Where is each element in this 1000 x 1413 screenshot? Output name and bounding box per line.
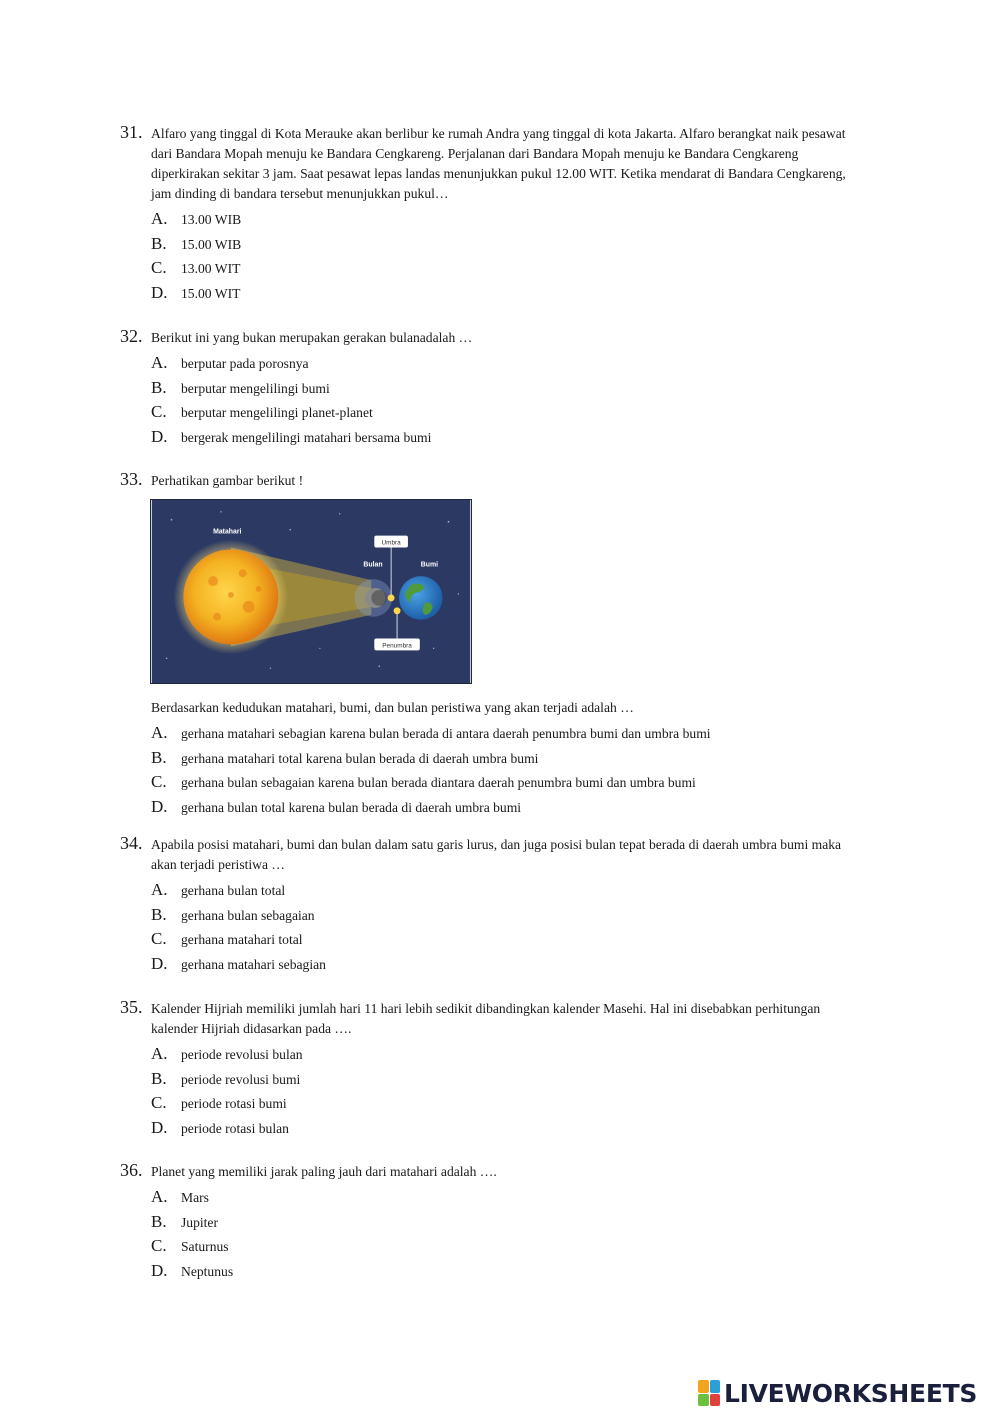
- question-stem: [120, 328, 860, 348]
- option-b[interactable]: [151, 377, 860, 402]
- option-d[interactable]: [151, 953, 860, 978]
- option-letter: D.: [151, 282, 168, 302]
- option-letter: C.: [151, 1236, 167, 1256]
- option-text: periode rotasi bumi: [181, 1096, 287, 1112]
- option-c[interactable]: [151, 1235, 860, 1260]
- earth: [399, 576, 443, 620]
- option-list: [120, 722, 860, 820]
- liveworksheets-brand[interactable]: [698, 1378, 977, 1408]
- option-text: gerhana matahari sebagian karena bulan berada di antara daerah penumbra bumi dan umbra bumi: [181, 726, 711, 741]
- penumbra-marker: [394, 607, 401, 614]
- question-32: [120, 328, 860, 450]
- option-list: [120, 879, 860, 977]
- penumbra-label: Penumbra: [382, 642, 412, 650]
- question-36: [120, 1162, 860, 1284]
- option-letter: C.: [151, 402, 167, 422]
- question-35: [120, 999, 860, 1141]
- question-number: 34.: [120, 833, 143, 853]
- moon-shade: [371, 590, 387, 606]
- option-c[interactable]: [151, 928, 860, 953]
- option-text: gerhana bulan sebagaian karena bulan berada diantara daerah penumbra bumi dan umbra bumi: [181, 775, 696, 791]
- option-b[interactable]: [151, 747, 860, 772]
- option-c[interactable]: [151, 401, 860, 426]
- question-text: Apabila posisi matahari, bumi dan bulan dalam satu garis lurus, dan juga posisi bulan tepat berada di daerah umbra bumi maka akan terjadi peristiwa …: [151, 837, 842, 872]
- option-text: gerhana bulan total karena bulan berada di daerah umbra bumi: [181, 799, 522, 815]
- option-text: berputar mengelilingi bumi: [181, 380, 330, 396]
- option-letter: D.: [151, 426, 168, 446]
- option-letter: A.: [151, 353, 168, 372]
- option-a[interactable]: [151, 208, 860, 233]
- question-number: 32.: [120, 326, 143, 346]
- option-text: 15.00 WIT: [181, 285, 241, 301]
- option-b[interactable]: [151, 904, 860, 929]
- option-letter: D.: [151, 1117, 168, 1137]
- question-stem: [120, 471, 860, 491]
- question-stem: [120, 1162, 860, 1182]
- option-a[interactable]: [151, 1186, 860, 1211]
- option-b[interactable]: [151, 1211, 860, 1236]
- option-text: Jupiter: [181, 1214, 218, 1230]
- option-c[interactable]: [151, 771, 860, 796]
- umbra-marker: [388, 594, 395, 601]
- option-text: Saturnus: [181, 1239, 229, 1255]
- option-letter: B.: [151, 1068, 167, 1088]
- option-text: bergerak mengelilingi matahari bersama bumi: [181, 429, 432, 445]
- question-34: [120, 835, 860, 977]
- question-prompt: Berdasarkan kedudukan matahari, bumi, dan bulan peristiwa yang akan terjadi adalah …: [151, 700, 634, 715]
- option-text: Mars: [181, 1190, 209, 1205]
- option-text: 13.00 WIB: [181, 212, 242, 227]
- option-letter: A.: [151, 209, 168, 228]
- option-letter: C.: [151, 258, 167, 278]
- option-letter: D.: [151, 796, 168, 816]
- option-letter: B.: [151, 747, 167, 767]
- option-c[interactable]: [151, 257, 860, 282]
- option-d[interactable]: [151, 426, 860, 451]
- option-letter: C.: [151, 772, 167, 792]
- brand-text: LIVEWORKSHEETS: [724, 1378, 978, 1408]
- question-text: Berikut ini yang bukan merupakan gerakan bulanadalah …: [151, 330, 473, 345]
- question-text: Planet yang memiliki jarak paling jauh dari matahari adalah ….: [151, 1164, 497, 1179]
- option-list: [120, 1043, 860, 1141]
- option-text: berputar pada porosnya: [181, 356, 309, 371]
- option-letter: C.: [151, 1093, 167, 1113]
- option-letter: D.: [151, 953, 168, 973]
- option-text: berputar mengelilingi planet-planet: [181, 405, 373, 421]
- question-text: Kalender Hijriah memiliki jumlah hari 11 hari lebih sedikit dibandingkan kalender Masehi. Hal ini disebabkan perhitungan kalender Hijriah didasarkan pada ….: [151, 1001, 821, 1036]
- option-list: [120, 352, 860, 450]
- option-a[interactable]: [151, 352, 860, 377]
- liveworksheets-logo-icon: [698, 1380, 720, 1406]
- option-text: gerhana bulan total: [181, 883, 286, 898]
- option-letter: A.: [151, 1044, 168, 1063]
- umbra-label: Umbra: [381, 539, 401, 547]
- option-letter: C.: [151, 929, 167, 949]
- option-text: gerhana bulan sebagaian: [181, 907, 315, 923]
- option-text: gerhana matahari sebagian: [181, 956, 326, 972]
- option-text: periode revolusi bulan: [181, 1047, 303, 1062]
- question-text: Perhatikan gambar berikut !: [151, 473, 304, 488]
- option-text: periode rotasi bulan: [181, 1120, 289, 1136]
- option-letter: A.: [151, 723, 168, 742]
- question-number: 33.: [120, 469, 143, 489]
- question-number: 35.: [120, 997, 143, 1017]
- option-letter: B.: [151, 1211, 167, 1231]
- option-b[interactable]: [151, 233, 860, 258]
- option-a[interactable]: [151, 879, 860, 904]
- option-letter: B.: [151, 233, 167, 253]
- question-number: 31.: [120, 122, 143, 142]
- question-31: [120, 124, 860, 306]
- option-letter: D.: [151, 1260, 168, 1280]
- eclipse-diagram: [150, 499, 472, 684]
- option-list: [120, 208, 860, 306]
- question-stem: [120, 835, 860, 875]
- option-d[interactable]: [151, 1117, 860, 1142]
- question-33: [120, 471, 860, 820]
- option-text: periode revolusi bumi: [181, 1071, 301, 1087]
- option-c[interactable]: [151, 1092, 860, 1117]
- question-text: Alfaro yang tinggal di Kota Merauke akan berlibur ke rumah Andra yang tinggal di kota Jakarta. Alfaro berangkat naik pesawat dari Bandara Mopah menuju ke Bandara Cengkareng. Perjalanan dari Bandara Mopah menuju ke Bandara Cengkareng diperkirakan sekitar 3 jam. Saat pesawat lepas landas menunjukkan pukul 12.00 WIT. Ketika mendarat di Bandara Cengkareng, jam dinding di bandara tersebut menunjukkan pukul…: [151, 126, 846, 201]
- option-text: Neptunus: [181, 1263, 234, 1279]
- option-d[interactable]: [151, 796, 860, 821]
- earth-label: Bumi: [420, 561, 439, 569]
- option-d[interactable]: [151, 1260, 860, 1285]
- option-text: 13.00 WIT: [181, 261, 241, 277]
- option-d[interactable]: [151, 282, 860, 307]
- option-a[interactable]: [151, 722, 860, 747]
- option-text: gerhana matahari total karena bulan berada di daerah umbra bumi: [181, 750, 539, 766]
- option-b[interactable]: [151, 1068, 860, 1093]
- option-letter: A.: [151, 1187, 168, 1206]
- question-stem: [120, 999, 860, 1039]
- option-a[interactable]: [151, 1043, 860, 1068]
- option-list: [120, 1186, 860, 1284]
- option-letter: B.: [151, 377, 167, 397]
- option-letter: A.: [151, 880, 168, 899]
- option-text: gerhana matahari total: [181, 932, 303, 948]
- question-stem: [120, 124, 860, 204]
- sun-label: Matahari: [213, 528, 242, 536]
- moon-label: Bulan: [363, 561, 383, 569]
- option-text: 15.00 WIB: [181, 236, 242, 252]
- option-letter: B.: [151, 904, 167, 924]
- question-number: 36.: [120, 1160, 143, 1180]
